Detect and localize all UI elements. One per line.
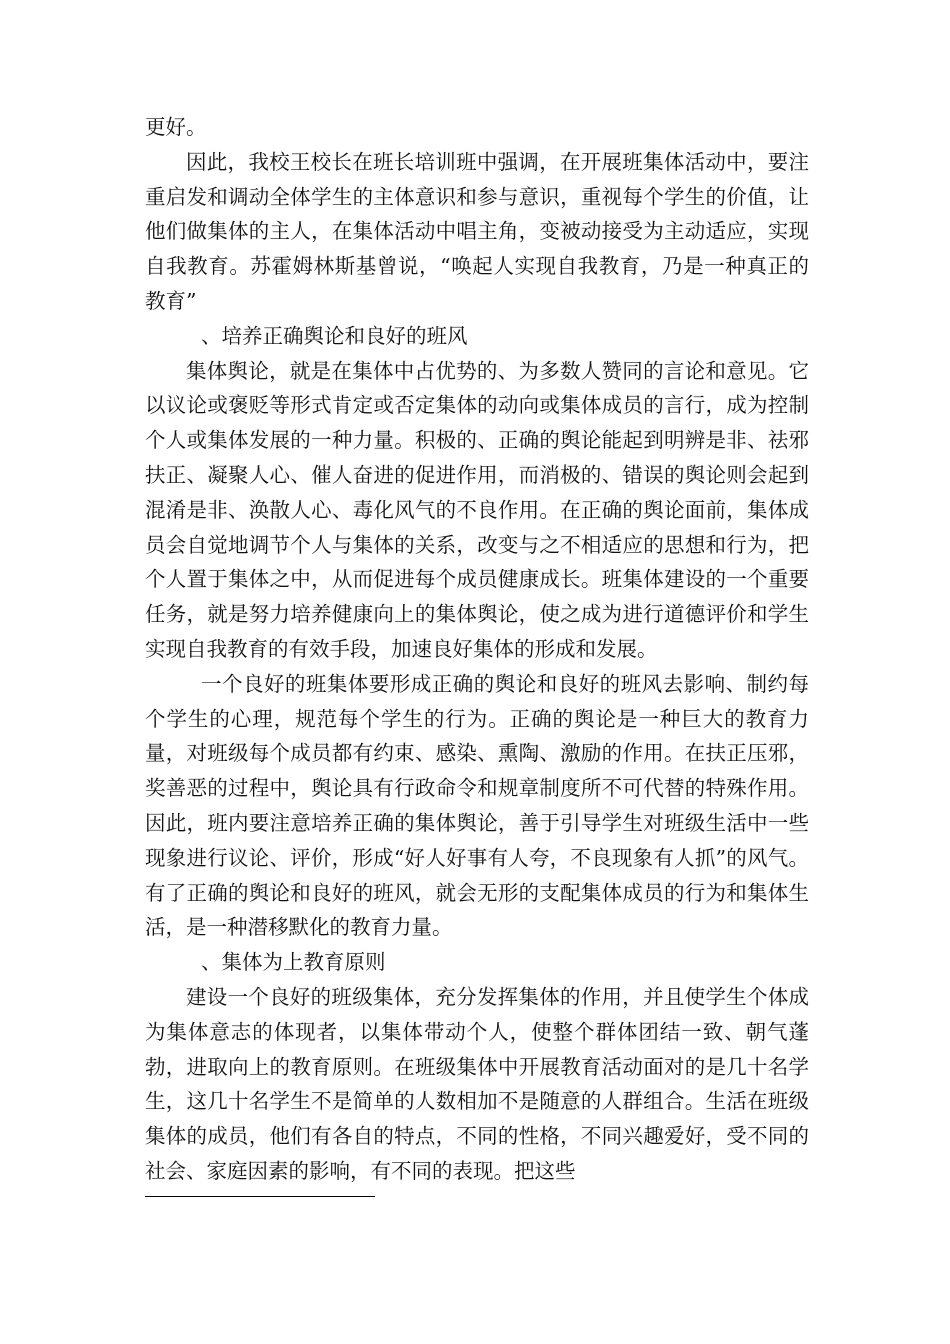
body-text (145, 110, 809, 1189)
section-heading: 、集体为上教育原则 (201, 950, 386, 975)
paragraph: 建设一个良好的班级集体，充分发挥集体的作用，并且使学生个体成为集体意志的体现者，以集体带动个人，使整个群体团结一致、朝气蓬勃，进取向上的教育原则。在班级集体中开展教育活动面对的是几十名学生，这几十名学生不是简单的人数相加不是随意的人群组合。生活在班级集体的成员，他们有各自的特点，不同的性格，不同兴趣爱好，受不同的社会、家庭因素的影响，有不同的表现。把这些 (145, 984, 809, 1183)
paragraph: 因此，我校王校长在班长培训班中强调，在开展班集体活动中，要注重启发和调动全体学生的主体意识和参与意识，重视每个学生的价值，让他们做集体的主人，在集体活动中唱主角，变被动接受为主动适应，实现自我教育。苏霍姆林斯基曾说，“唤起人实现自我教育，乃是一种真正的教育” (145, 149, 809, 313)
paragraph: 集体舆论，就是在集体中占优势的、为多数人赞同的言论和意见。它以议论或褒贬等形式肯定或否定集体的动向或集体成员的言行，成为控制个人或集体发展的一种力量。积极的、正确的舆论能起到明辨是非、祛邪扶正、凝聚人心、催人奋进的促进作用，而消极的、错误的舆论则会起到混淆是非、涣散人心、毒化风气的不良作用。在正确的舆论面前，集体成员会自觉地调节个人与集体的关系，改变与之不相适应的思想和行为，把个人置于集体之中，从而促进每个成员健康成长。班集体建设的一个重要任务，就是努力培养健康向上的集体舆论，使之成为进行道德评价和学生实现自我教育的有效手段，加速良好集体的形成和发展。 (145, 358, 809, 661)
section-heading: 、培养正确舆论和良好的班风 (201, 323, 468, 348)
paragraph: 一个良好的班集体要形成正确的舆论和良好的班风去影响、制约每个学生的心理，规范每个学生的行为。正确的舆论是一种巨大的教育力量，对班级每个成员都有约束、感染、熏陶、激励的作用。在扶正压邪，奖善恶的过程中，舆论具有行政命令和规章制度所不可代替的特殊作用。因此，班内要注意培养正确的集体舆论，善于引导学生对班级生活中一些现象进行议论、评价，形成“好人好事有人夸，不良现象有人抓”的风气。有了正确的舆论和良好的班风，就会无形的支配集体成员的行为和集体生活，是一种潜移默化的教育力量。 (145, 671, 809, 940)
footnote-separator (145, 1196, 375, 1197)
paragraph-continuation: 更好。 (145, 115, 207, 139)
